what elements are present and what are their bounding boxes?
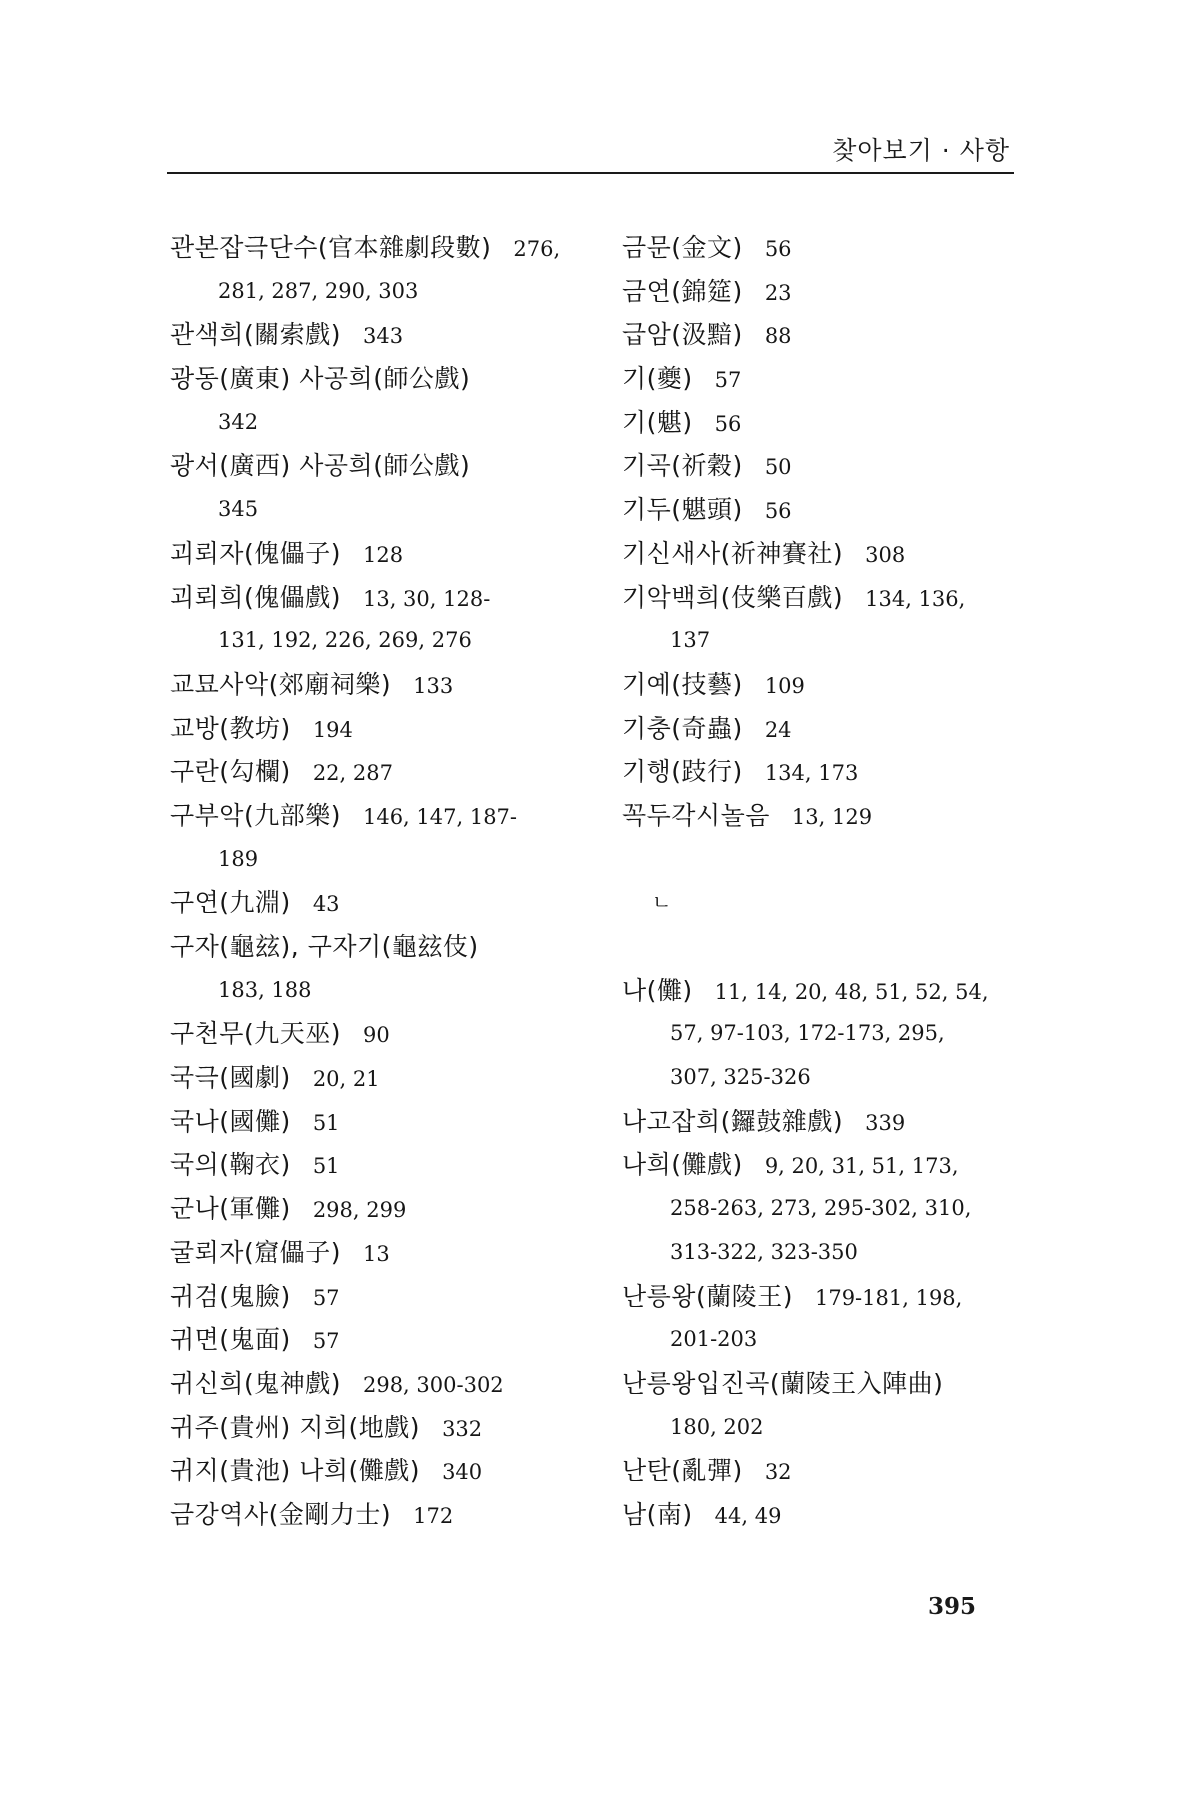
index-entry bbox=[622, 1362, 1022, 1406]
index-entry bbox=[170, 1056, 590, 1100]
index-term: 관색희(關索戲) bbox=[170, 320, 341, 350]
index-entry bbox=[622, 444, 1022, 488]
index-entry bbox=[622, 357, 1022, 401]
index-pages: 308 bbox=[865, 542, 906, 567]
index-entry bbox=[622, 969, 1022, 1013]
index-pages: 194 bbox=[312, 717, 353, 742]
index-continuation bbox=[170, 488, 590, 532]
index-pages: 13 bbox=[362, 1241, 390, 1266]
index-term: 난릉왕입진곡(蘭陵王入陣曲) bbox=[622, 1368, 944, 1398]
index-pages: 56 bbox=[764, 499, 792, 524]
index-pages: 342 bbox=[218, 409, 259, 434]
index-term: 교묘사악(郊廟祠樂) bbox=[170, 669, 392, 699]
index-pages: 189 bbox=[218, 846, 259, 871]
index-entry bbox=[622, 1143, 1022, 1187]
index-pages: 201-203 bbox=[670, 1327, 758, 1352]
index-term: 귀신희(鬼神戲) bbox=[170, 1368, 341, 1398]
index-entry bbox=[170, 1100, 590, 1144]
index-pages: 44, 49 bbox=[714, 1503, 782, 1528]
index-term: 구부악(九部樂) bbox=[170, 800, 341, 830]
index-pages: 180, 202 bbox=[670, 1414, 764, 1439]
index-entry bbox=[170, 444, 590, 488]
index-term: 기예(技藝) bbox=[622, 669, 743, 699]
index-entry bbox=[170, 226, 590, 270]
index-entry bbox=[170, 1406, 590, 1450]
index-spacer bbox=[622, 925, 1022, 969]
index-pages: 23 bbox=[764, 280, 792, 305]
index-pages: 51 bbox=[312, 1154, 340, 1179]
index-term: 금강역사(金剛力士) bbox=[170, 1499, 392, 1529]
index-term: 남(南) bbox=[622, 1499, 693, 1529]
index-pages: 20, 21 bbox=[312, 1067, 380, 1092]
index-entry bbox=[170, 357, 590, 401]
index-entry bbox=[170, 794, 590, 838]
index-pages: 13, 129 bbox=[791, 804, 873, 829]
index-pages: 51 bbox=[312, 1110, 340, 1135]
index-entry bbox=[170, 1318, 590, 1362]
index-pages: 134, 136, bbox=[865, 586, 966, 611]
index-entry bbox=[622, 794, 1022, 838]
index-continuation bbox=[170, 969, 590, 1013]
index-term: 기악백희(伎樂百戲) bbox=[622, 582, 844, 612]
index-pages: 258-263, 273, 295-302, 310, bbox=[670, 1196, 972, 1221]
index-entry bbox=[170, 881, 590, 925]
index-pages: 134, 173 bbox=[764, 761, 859, 786]
index-entry bbox=[170, 1012, 590, 1056]
index-term: 나(儺) bbox=[622, 975, 693, 1005]
index-term: 괴뢰자(傀儡子) bbox=[170, 538, 341, 568]
index-continuation bbox=[622, 1056, 1022, 1100]
index-entry bbox=[170, 925, 590, 969]
index-pages: 183, 188 bbox=[218, 977, 312, 1002]
index-term: 나고잡희(鑼鼓雜戲) bbox=[622, 1106, 844, 1136]
index-term: 구연(九淵) bbox=[170, 888, 291, 918]
index-pages: 90 bbox=[362, 1023, 390, 1048]
index-pages: 57 bbox=[312, 1329, 340, 1354]
index-term: 난릉왕(蘭陵王) bbox=[622, 1281, 793, 1311]
index-entry bbox=[622, 270, 1022, 314]
index-pages: 57 bbox=[714, 368, 742, 393]
index-entry bbox=[622, 488, 1022, 532]
index-pages: 22, 287 bbox=[312, 761, 393, 786]
index-pages: 57 bbox=[312, 1285, 340, 1310]
index-continuation bbox=[170, 619, 590, 663]
index-pages: 56 bbox=[714, 411, 742, 436]
index-continuation bbox=[622, 1187, 1022, 1231]
index-term: 기충(奇蟲) bbox=[622, 713, 743, 743]
index-pages: 43 bbox=[312, 892, 340, 917]
index-entry bbox=[170, 1187, 590, 1231]
index-term: 기(魌) bbox=[622, 407, 693, 437]
index-column-left bbox=[170, 226, 590, 1537]
index-entry bbox=[170, 1275, 590, 1319]
index-continuation bbox=[170, 838, 590, 882]
index-entry bbox=[622, 663, 1022, 707]
index-pages: 340 bbox=[442, 1460, 483, 1485]
index-entry bbox=[622, 750, 1022, 794]
index-pages: 128 bbox=[362, 542, 404, 567]
section-letter: ㄴ bbox=[652, 890, 672, 915]
index-entry bbox=[622, 1449, 1022, 1493]
index-pages: 343 bbox=[362, 324, 404, 349]
index-entry bbox=[170, 576, 590, 620]
index-entry bbox=[170, 1493, 590, 1537]
index-pages: 345 bbox=[218, 497, 259, 522]
index-pages: 307, 325-326 bbox=[670, 1065, 811, 1090]
index-term: 귀검(鬼臉) bbox=[170, 1281, 291, 1311]
index-term: 기신새사(祈神賽社) bbox=[622, 538, 844, 568]
index-term: 귀지(貴池) 나희(儺戲) bbox=[170, 1456, 421, 1486]
index-entry bbox=[170, 707, 590, 751]
index-term: 광동(廣東) 사공희(師公戲) bbox=[170, 364, 471, 394]
index-entry bbox=[622, 401, 1022, 445]
index-entry bbox=[622, 576, 1022, 620]
index-pages: 137 bbox=[670, 628, 711, 653]
index-term: 귀주(貴州) 지희(地戲) bbox=[170, 1412, 421, 1442]
running-head: 찾아보기 · 사항 bbox=[832, 136, 1010, 165]
index-continuation bbox=[622, 619, 1022, 663]
index-entry bbox=[170, 1362, 590, 1406]
index-pages: 24 bbox=[764, 717, 792, 742]
index-entry bbox=[622, 226, 1022, 270]
index-term: 기곡(祈穀) bbox=[622, 451, 743, 481]
index-continuation bbox=[170, 401, 590, 445]
index-term: 군나(軍儺) bbox=[170, 1194, 291, 1224]
index-pages: 298, 299 bbox=[312, 1198, 407, 1223]
index-entry bbox=[170, 1143, 590, 1187]
index-pages: 9, 20, 31, 51, 173, bbox=[764, 1154, 959, 1179]
index-pages: 281, 287, 290, 303 bbox=[218, 278, 419, 303]
index-entry bbox=[170, 1449, 590, 1493]
index-pages: 146, 147, 187- bbox=[362, 804, 518, 829]
index-entry bbox=[170, 532, 590, 576]
index-entry bbox=[622, 1100, 1022, 1144]
index-term: 금문(金文) bbox=[622, 233, 743, 262]
index-pages: 179-181, 198, bbox=[814, 1285, 963, 1310]
index-continuation bbox=[622, 1012, 1022, 1056]
index-term: 귀면(鬼面) bbox=[170, 1325, 291, 1355]
index-term: 구란(勾欄) bbox=[170, 757, 291, 787]
index-term: 기행(跂行) bbox=[622, 757, 743, 787]
index-term: 국나(國儺) bbox=[170, 1106, 291, 1136]
index-pages: 57, 97-103, 172-173, 295, bbox=[670, 1021, 945, 1046]
index-entry bbox=[170, 750, 590, 794]
index-term: 기(夔) bbox=[622, 364, 693, 394]
index-pages: 109 bbox=[764, 673, 805, 698]
index-pages: 298, 300-302 bbox=[362, 1372, 504, 1397]
index-entry bbox=[170, 1231, 590, 1275]
index-pages: 131, 192, 226, 269, 276 bbox=[218, 628, 472, 653]
header-rule bbox=[167, 172, 1014, 174]
index-term: 괴뢰희(傀儡戲) bbox=[170, 582, 341, 612]
index-pages: 276, bbox=[513, 237, 561, 261]
index-term: 구자(龜玆), 구자기(龜玆伎) bbox=[170, 932, 479, 961]
index-pages: 11, 14, 20, 48, 51, 52, 54, bbox=[714, 979, 989, 1004]
index-term: 교방(教坊) bbox=[170, 713, 291, 743]
index-pages: 313-322, 323-350 bbox=[670, 1239, 858, 1264]
index-term: 나희(儺戲) bbox=[622, 1150, 743, 1180]
index-entry bbox=[622, 313, 1022, 357]
index-pages: 56 bbox=[764, 237, 792, 261]
index-term: 광서(廣西) 사공희(師公戲) bbox=[170, 451, 471, 481]
index-term: 꼭두각시놀음 bbox=[622, 800, 770, 830]
index-term: 관본잡극단수(官本雜劇段數) bbox=[170, 233, 492, 262]
index-entry bbox=[622, 707, 1022, 751]
index-column-right bbox=[622, 226, 1022, 1537]
index-term: 기두(魌頭) bbox=[622, 495, 743, 525]
index-continuation bbox=[622, 1231, 1022, 1275]
index-pages: 13, 30, 128- bbox=[362, 586, 491, 611]
index-term: 국의(鞠衣) bbox=[170, 1150, 291, 1180]
index-term: 난탄(亂彈) bbox=[622, 1456, 743, 1486]
index-pages: 332 bbox=[442, 1416, 483, 1441]
index-pages: 88 bbox=[764, 324, 792, 349]
index-term: 금연(錦筵) bbox=[622, 276, 743, 306]
index-pages: 50 bbox=[764, 455, 792, 480]
index-term: 구천무(九天巫) bbox=[170, 1019, 341, 1049]
index-term: 굴뢰자(窟儡子) bbox=[170, 1237, 341, 1267]
index-entry bbox=[170, 313, 590, 357]
index-entry bbox=[622, 1275, 1022, 1319]
index-pages: 172 bbox=[413, 1503, 454, 1528]
index-continuation bbox=[622, 1318, 1022, 1362]
index-entry bbox=[622, 1493, 1022, 1537]
page-number: 395 bbox=[928, 1593, 977, 1620]
index-entry bbox=[170, 663, 590, 707]
index-term: 급암(汲黯) bbox=[622, 320, 743, 350]
index-pages: 339 bbox=[865, 1110, 906, 1135]
index-spacer bbox=[622, 838, 1022, 882]
index-term: 국극(國劇) bbox=[170, 1063, 291, 1093]
index-continuation bbox=[170, 270, 590, 314]
index-entry bbox=[622, 532, 1022, 576]
index-pages: 32 bbox=[764, 1460, 792, 1485]
index-pages: 133 bbox=[413, 673, 454, 698]
index-continuation bbox=[622, 1406, 1022, 1450]
